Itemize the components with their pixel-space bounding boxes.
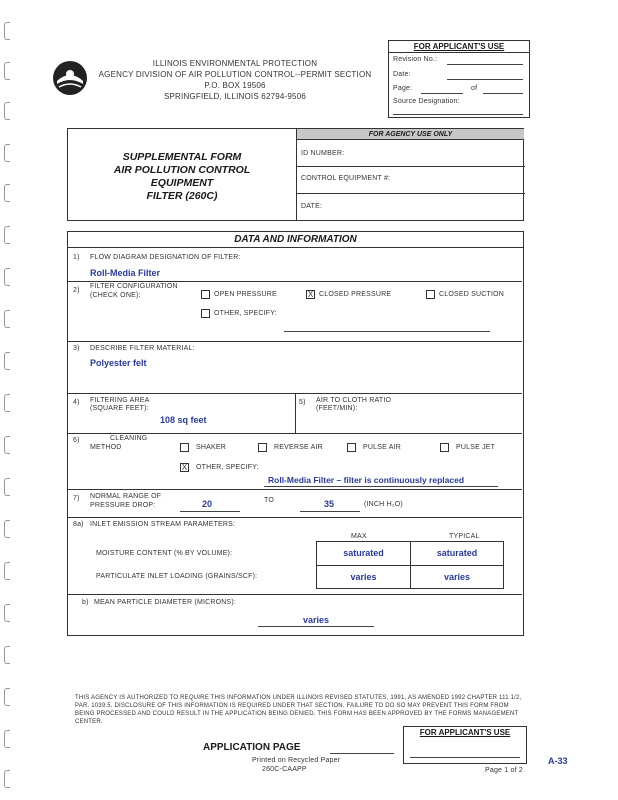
revision-label: Revision No.: bbox=[393, 56, 438, 63]
q5-divider bbox=[295, 394, 296, 433]
open-pressure-label: OPEN PRESSURE bbox=[214, 291, 277, 298]
application-page-label: APPLICATION PAGE bbox=[203, 742, 301, 753]
footer-applicant-box bbox=[403, 726, 527, 764]
pressure-drop-min[interactable]: 20 bbox=[202, 499, 213, 509]
q7-label-line1: NORMAL RANGE OF bbox=[90, 493, 162, 500]
applicant-box-title: FOR APPLICANT'S USE bbox=[389, 41, 529, 53]
other-cleaning-label: OTHER, SPECIFY: bbox=[196, 464, 259, 471]
pulse-air-label: PULSE AIR bbox=[363, 444, 401, 451]
agency-date-label: DATE: bbox=[301, 203, 323, 210]
particulate-loading-label: PARTICULATE INLET LOADING (GRAINS/SCF): bbox=[96, 573, 258, 580]
form-title-line2: AIR POLLUTION CONTROL bbox=[113, 164, 251, 176]
q2-row bbox=[68, 282, 522, 342]
other-cleaning-field bbox=[264, 486, 498, 487]
page-label: Page: bbox=[393, 85, 413, 92]
id-number-row[interactable] bbox=[297, 140, 525, 167]
source-field[interactable] bbox=[393, 114, 523, 115]
table-divider-horizontal bbox=[317, 565, 503, 566]
footer-applicant-field[interactable] bbox=[410, 757, 520, 758]
source-label: Source Designation: bbox=[393, 98, 460, 105]
shaker-label: SHAKER bbox=[196, 444, 226, 451]
agency-line4: SPRINGFIELD, ILLINOIS 62794-9506 bbox=[163, 92, 307, 101]
other-configuration-checkbox[interactable] bbox=[201, 309, 210, 318]
pressure-drop-max[interactable]: 35 bbox=[324, 499, 335, 509]
mean-particle-diameter[interactable]: varies bbox=[302, 615, 330, 625]
revision-field[interactable] bbox=[447, 64, 523, 65]
q4-number: 4) bbox=[73, 399, 80, 406]
q8a-number: 8a) bbox=[73, 521, 84, 528]
closed-suction-checkbox[interactable] bbox=[426, 290, 435, 299]
filtering-area[interactable]: 108 sq feet bbox=[160, 415, 207, 425]
filter-material[interactable]: Polyester felt bbox=[90, 358, 147, 368]
typical-column-header: TYPICAL bbox=[449, 533, 480, 540]
q6-number: 6) bbox=[73, 437, 80, 444]
other-cleaning-checkbox[interactable]: X bbox=[181, 463, 188, 472]
q6-label-line2: METHOD bbox=[90, 444, 122, 451]
pressure-drop-unit: (INCH H₂O) bbox=[364, 501, 403, 508]
q7-number: 7) bbox=[73, 495, 80, 502]
data-section bbox=[67, 231, 524, 636]
application-page-field[interactable] bbox=[330, 753, 394, 754]
q7-row bbox=[68, 490, 522, 518]
other-configuration-field[interactable] bbox=[284, 331, 490, 332]
q1-label: FLOW DIAGRAM DESIGNATION OF FILTER: bbox=[90, 254, 241, 261]
pressure-drop-to: TO bbox=[264, 497, 274, 504]
agency-date-row[interactable] bbox=[297, 194, 525, 221]
form-title-line3: EQUIPMENT bbox=[150, 177, 214, 189]
q4-label-line2: (SQUARE FEET): bbox=[90, 405, 149, 412]
q1-row bbox=[68, 248, 522, 282]
id-number-label: ID NUMBER: bbox=[301, 150, 345, 157]
q3-row bbox=[68, 342, 522, 394]
agency-logo bbox=[52, 60, 88, 96]
pulse-jet-label: PULSE JET bbox=[456, 444, 496, 451]
particulate-typical[interactable]: varies bbox=[443, 572, 471, 582]
q3-label: DESCRIBE FILTER MATERIAL: bbox=[90, 345, 195, 352]
agency-line3: P.O. BOX 19506 bbox=[204, 81, 266, 90]
agency-header bbox=[90, 58, 380, 102]
date-label: Date: bbox=[393, 71, 411, 78]
pressure-drop-min-field bbox=[180, 511, 240, 512]
q6-label-line1: CLEANING bbox=[110, 435, 148, 442]
q5-label-line1: AIR TO CLOTH RATIO bbox=[316, 397, 392, 404]
q1-number: 1) bbox=[73, 254, 80, 261]
flow-diagram-designation[interactable]: Roll-Media Filter bbox=[90, 268, 161, 278]
moisture-max[interactable]: saturated bbox=[343, 548, 384, 558]
other-cleaning-value[interactable]: Roll-Media Filter – filter is continuously replaced bbox=[268, 475, 465, 485]
footer-applicant-title: FOR APPLICANT'S USE bbox=[419, 728, 511, 737]
max-column-header: MAX bbox=[351, 533, 367, 540]
open-pressure-checkbox[interactable] bbox=[201, 290, 210, 299]
agency-use-panel bbox=[296, 129, 524, 221]
q2-number: 2) bbox=[73, 287, 80, 294]
agency-line1: ILLINOIS ENVIRONMENTAL PROTECTION bbox=[152, 59, 318, 68]
q2-label-line2: (CHECK ONE): bbox=[90, 292, 141, 299]
q2-label-line1: FILTER CONFIGURATION bbox=[90, 283, 178, 290]
data-section-title: DATA AND INFORMATION bbox=[68, 232, 523, 248]
q8b-label: MEAN PARTICLE DIAMETER (MICRONS): bbox=[94, 599, 237, 606]
form-code: 260C-CAAPP bbox=[262, 766, 307, 773]
q6-row bbox=[68, 434, 522, 490]
page-of-label: Page 1 of 2 bbox=[485, 767, 524, 774]
shaker-checkbox[interactable] bbox=[180, 443, 189, 452]
q5-number: 5) bbox=[299, 399, 306, 406]
agency-line2: AGENCY DIVISION OF AIR POLLUTION CONTROL--PERMIT SECTION bbox=[98, 70, 372, 79]
inlet-parameters-table bbox=[316, 541, 504, 589]
q8-row bbox=[68, 518, 522, 634]
q5-label-line2: (FEET/MIN): bbox=[316, 405, 358, 412]
closed-suction-label: CLOSED SUCTION bbox=[439, 291, 505, 298]
other-configuration-label: OTHER, SPECIFY: bbox=[214, 310, 277, 317]
control-equipment-label: CONTROL EQUIPMENT #: bbox=[301, 175, 391, 182]
printed-note: Printed on Recycled Paper bbox=[252, 757, 341, 764]
q4-label-line1: FILTERING AREA bbox=[90, 397, 150, 404]
pulse-air-checkbox[interactable] bbox=[347, 443, 356, 452]
reverse-air-label: REVERSE AIR bbox=[274, 444, 323, 451]
moisture-typical[interactable]: saturated bbox=[436, 548, 478, 558]
q8b-divider bbox=[68, 594, 522, 595]
q3-number: 3) bbox=[73, 345, 80, 352]
applicant-use-box bbox=[388, 40, 530, 118]
q8b-number: b) bbox=[82, 599, 89, 606]
control-equipment-row[interactable] bbox=[297, 167, 525, 194]
agency-use-title: FOR AGENCY USE ONLY bbox=[297, 129, 524, 140]
pressure-drop-max-field bbox=[300, 511, 360, 512]
q7-label-line2: PRESSURE DROP: bbox=[90, 502, 156, 509]
mean-particle-diameter-field bbox=[258, 626, 374, 627]
page-field[interactable] bbox=[421, 93, 463, 94]
pulse-jet-checkbox[interactable] bbox=[440, 443, 449, 452]
q8a-label: INLET EMISSION STREAM PARAMETERS: bbox=[90, 521, 236, 528]
q4-q5-row bbox=[68, 394, 522, 434]
closed-pressure-label: CLOSED PRESSURE bbox=[319, 291, 392, 298]
reverse-air-checkbox[interactable] bbox=[258, 443, 267, 452]
page-id: A-33 bbox=[548, 756, 568, 766]
form-title-line1: SUPPLEMENTAL FORM bbox=[122, 151, 242, 163]
closed-pressure-checkbox[interactable]: X bbox=[307, 290, 314, 299]
form-title-block bbox=[67, 128, 524, 221]
form-title bbox=[68, 151, 296, 203]
particulate-max[interactable]: varies bbox=[350, 572, 377, 582]
of-label: of bbox=[471, 85, 478, 92]
page-total-field[interactable] bbox=[483, 93, 523, 94]
moisture-content-label: MOISTURE CONTENT (% BY VOLUME): bbox=[96, 550, 233, 557]
legal-notice: THIS AGENCY IS AUTHORIZED TO REQUIRE THIS INFORMATION UNDER ILLINOIS REVISED STATUTES, 1991, AS AMENDED 1992 CHAPTER 111 1/2, PAR. 1039.5. DISCLOSURE OF THIS INFORMATION IS REQUIRED UNDER THAT SECTION. FAILURE TO DO SO MAY PREVENT THIS FORM FROM BEING PROCESSED AND COULD RESULT IN THE APPLICATION BEING DENIED. THIS FORM HAS BEEN APPROVED BY THE FORMS MANAGEMENT CENTER. bbox=[75, 695, 522, 725]
date-field[interactable] bbox=[447, 79, 523, 80]
agency-logo-icon bbox=[52, 60, 88, 96]
form-title-line4: FILTER (260C) bbox=[146, 190, 218, 202]
